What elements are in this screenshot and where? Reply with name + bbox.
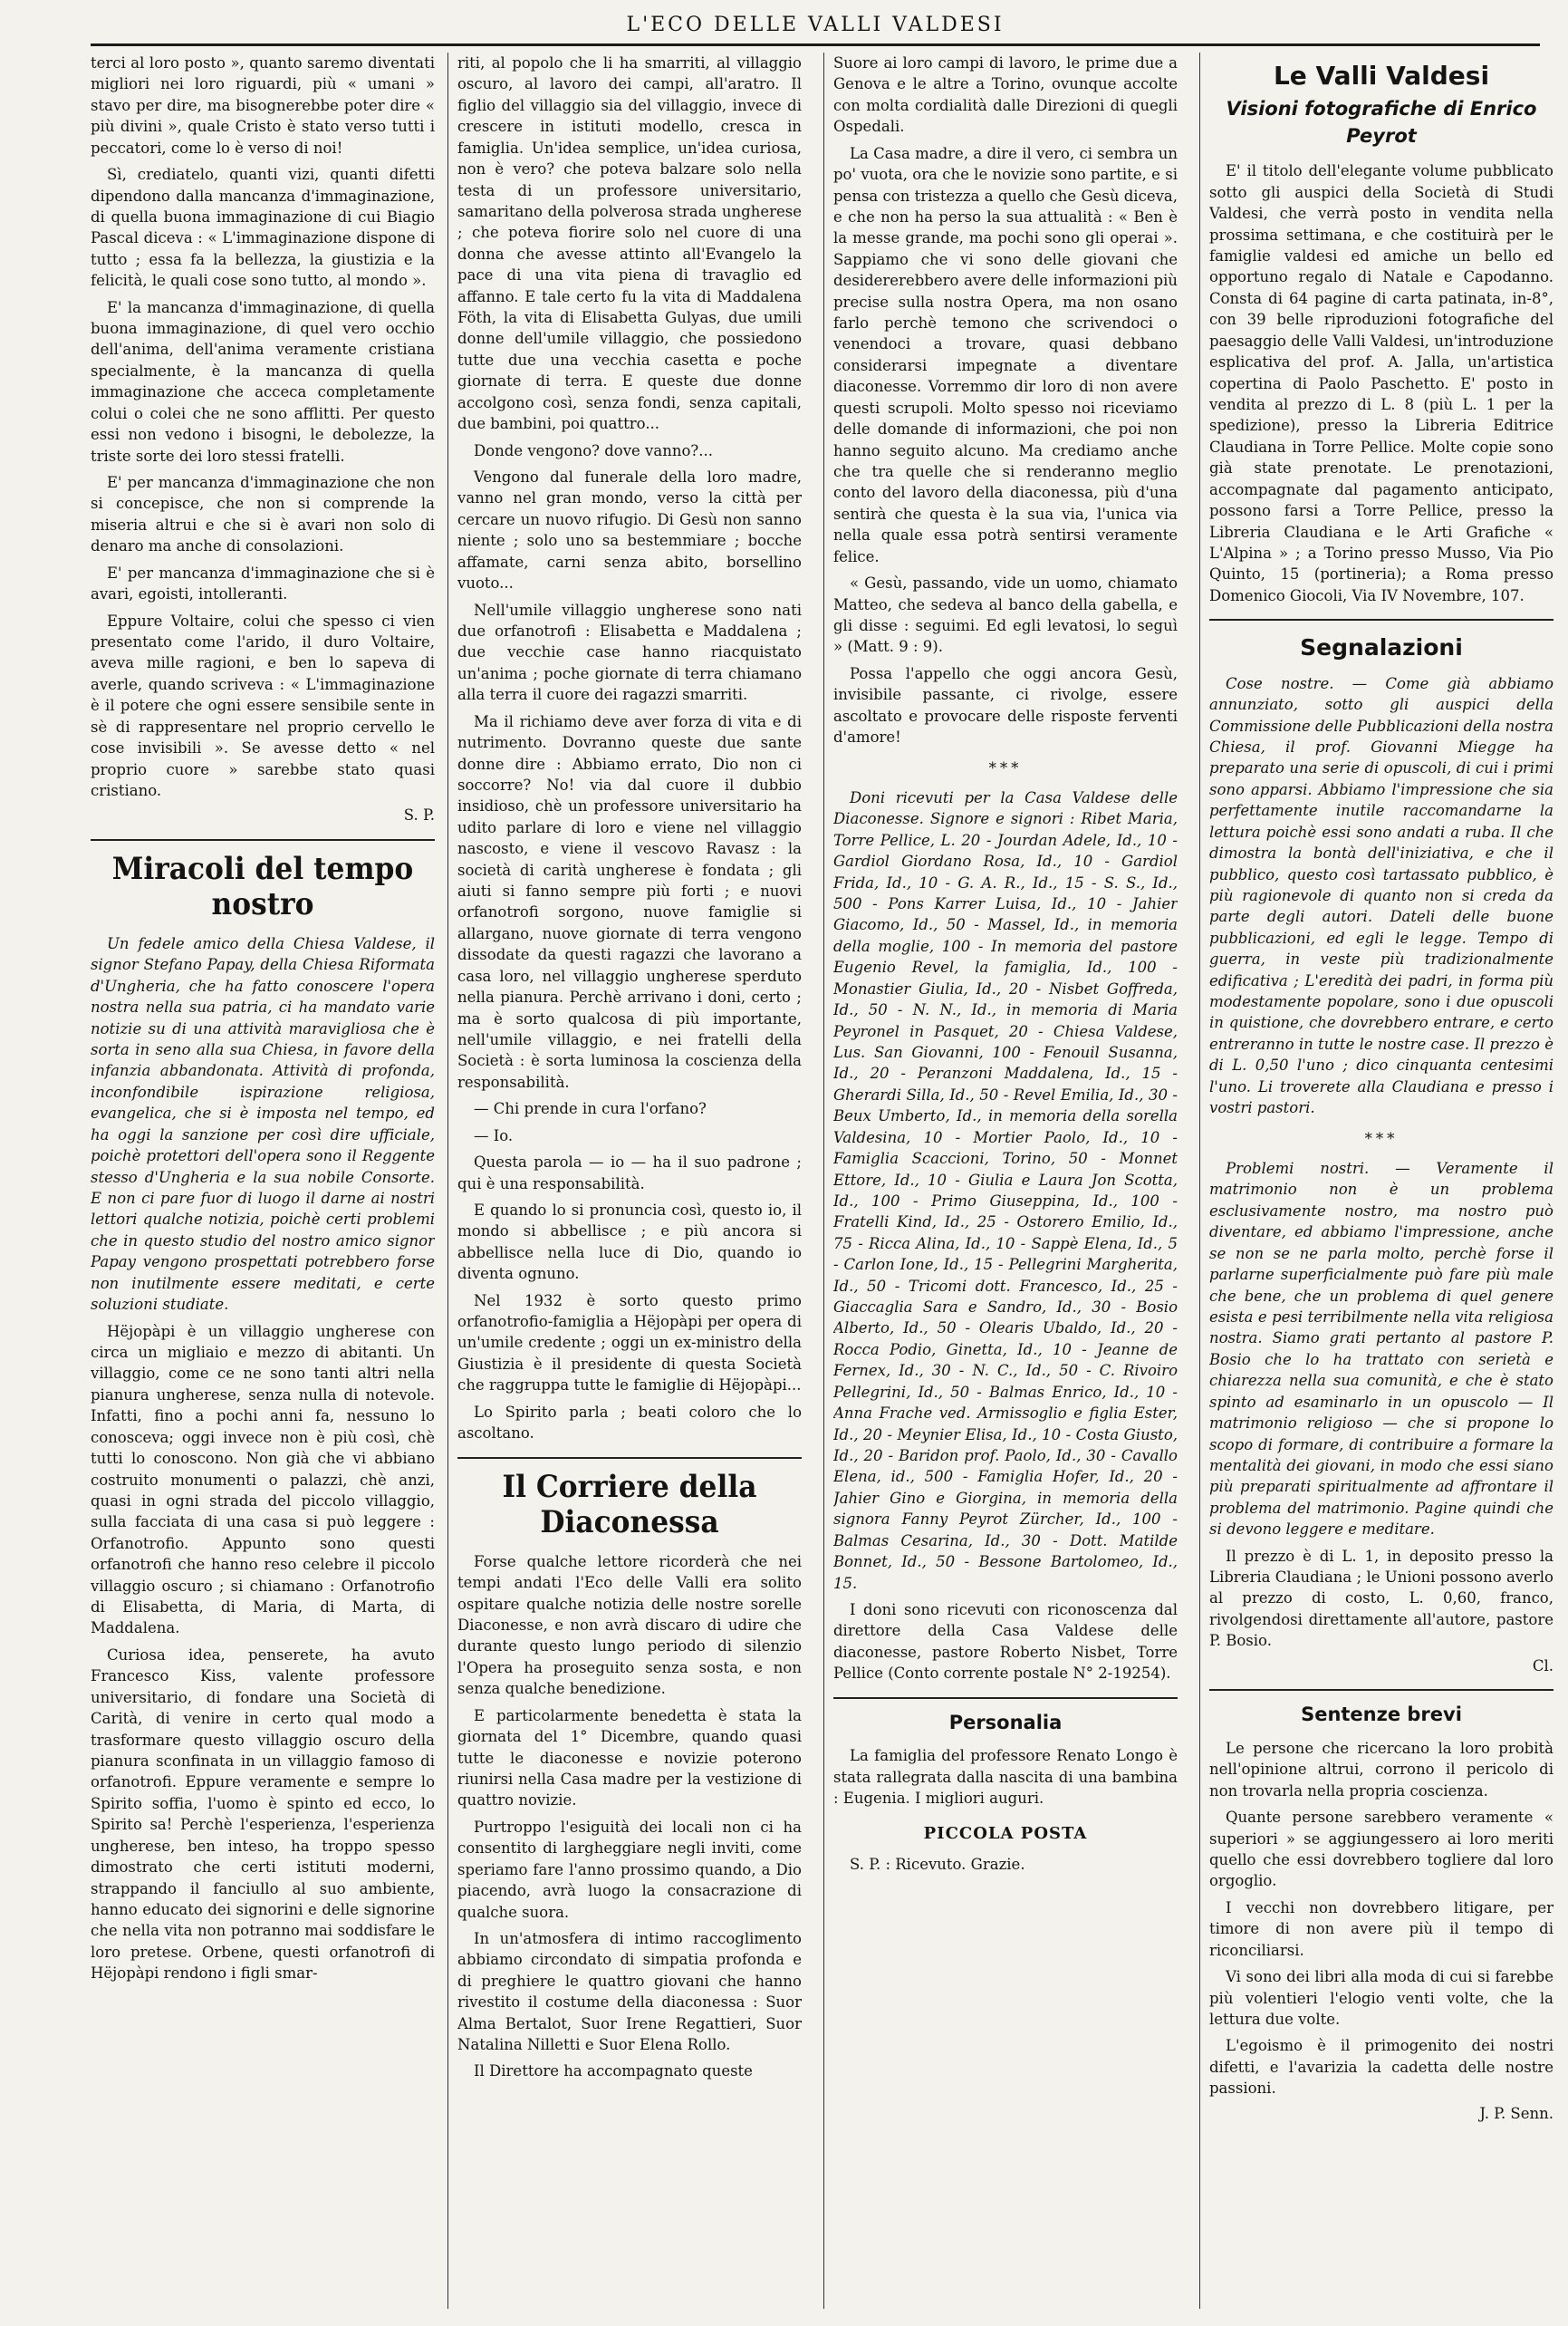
article-headline-valli: Le Valli Valdesi (1273, 61, 1490, 91)
column-rule (823, 53, 824, 2309)
signature: Cl. (1532, 1656, 1554, 1675)
divider (457, 1457, 802, 1459)
paragraph: La famiglia del professore Renato Longo è stata rallegrata dalla nascita di una bambina : Eugenia. I migliori auguri. (833, 1747, 1178, 1808)
paragraph: L'egoismo è il primogenito dei nostri difetti, e l'avarizia la cadetta delle nostre passioni. (1209, 2037, 1554, 2098)
paragraph: Suore ai loro campi di lavoro, le prime due a Genova e le altre a Torino, ovunque accolte con molta cordialità dalle Direzioni di quegli Ospedali. (833, 54, 1178, 136)
paragraph: Problemi nostri. — Veramente il matrimonio non è un problema esclusivamente nostro, ma nostro può diventare, ed abbiamo l'impressione, anche se non se ne parla molto, perchè forse il parlarne superficialmente può fare più male che bene, che un problema di quel genere esista e pesi terribilmente nella vita religiosa nostra. Siamo grati pertanto al pastore P. Bosio che lo ha trattato con serietà e chiarezza nella sua comunità, e che è stato spinto ad esaminarlo in un opuscolo — Il matrimonio religioso — che si propone lo scopo di formare, di contribuire a formare la mentalità dei giovani, in modo che essi siano più preparati spiritualmente ad affrontare il problema del matrimonio. Pagine quindi che si devono leggere e meditare. (1209, 1160, 1554, 1539)
column-1 (91, 53, 435, 2309)
paragraph: Sì, crediatelo, quanti vizi, quanti difetti dipendono dalla mancanza d'immaginazione, di quella buona immaginazione di cui Biagio Pascal diceva : « L'immaginazione dispone di tutto ; essa fa la bellezza, la giustizia e la felicità, le quali cose sono tutto, al mondo ». (91, 166, 435, 290)
paragraph: S. P. : Ricevuto. Grazie. (850, 1856, 1025, 1874)
paragraph: Possa l'appello che oggi ancora Gesù, invisibile passante, ci rivolge, essere ascoltato e provocare delle risposte ferventi d'amore! (833, 664, 1178, 747)
column-2 (457, 53, 802, 2309)
paragraph: Vengono dal funerale della loro madre, vanno nel gran mondo, verso la città per cercare un nuovo rifugio. Di Gesù non sanno niente ; solo uno sa bestemmiare ; bocche affamate, carni senza abito, borsellino vuoto... (457, 468, 802, 593)
paragraph: I vecchi non dovrebbero litigare, per timore di non avere più il tempo di riconciliarsi. (1209, 1898, 1554, 1959)
paragraph: — Io. (474, 1126, 514, 1144)
article-headline-miracoli: Miracoli del tempo nostro (111, 850, 414, 922)
paragraph: Ma il richiamo deve aver forza di vita e di nutrimento. Dovranno queste due sante donne dire : Abbiamo errato, Dio non ci soccorre? No! via dal cuore il dubbio insidioso, chè un professore universitario ha udito parlare di loro e viene nel villaggio nascosto, e viene il vescovo Ravasz : la società di carità ungherese è fondata ; gli aiuti si fanno sempre più forti ; e nuovi orfanotrofi sorgono, nuove famiglie si allargano, nuove giornate di terra vengono dissodate da questi ragazzi che lavorano a casa loro, nel villaggio ungherese sperduto nella pianura. Perchè arrivano i doni, certo ; ma è sorto qualcosa di più importante, nell'umile villaggio, e nei fratelli della Società : è sorta luminosa la coscienza della responsabilità. (457, 712, 802, 1091)
paragraph: — Chi prende in cura l'orfano? (474, 1100, 707, 1118)
donations-list: Doni ricevuti per la Casa Valdese delle Diaconesse. Signore e signori : Ribet Maria, Torre Pellice, L. 20 - Jourdan Adele, Id., 10 - Gardiol Giordano Rosa, Id., 10 - Gardiol Frida, Id., 10 - G. A. R., Id., 15 - S. S., Id., 500 - Pons Karrer Luisa, Id., 10 - Jahier Giacomo, Id., 50 - Massel, Id., in memoria della moglie, 100 - In memoria del pastore Eugenio Revel, la famiglia, Id., 100 - Monastier Giulia, Id., 20 - Nisbet Goffreda, Id., 50 - N. N., Id., in memoria di Maria Peyronel in Pasquet, 20 - Chiesa Valdese, Lus. San Giovanni, 100 - Fenouil Susanna, Id., 20 - Peranzoni Maddalena, Id., 15 - Gherardi Silla, Id., 50 - Revel Emilia, Id., 30 - Beux Umberto, Id., in memoria della sorella Valdesina, 10 - Mortier Paolo, Id., 10 - Famiglia Scaccioni, Torino, 50 - Monnet Ettore, Id., 10 - Giulia e Laura Jon Scotta, Id., 100 - Primo Giuseppina, Id., 100 - Fratelli Kind, Id., 25 - Ostorero Emilio, Id., 75 - Ricca Alina, Id., 10 - Sappè Elena, Id., 5 - Carlon Ione, Id., 15 - Pellegrini Margherita, Id., 50 - Tricomi dott. Francesco, Id., 25 - Giaccaglia Sara e Sandro, Id., 30 - Bosio Alberto, Id., 50 - Olearis Ubaldo, Id., 20 - Rocca Podio, Ginetta, Id., 10 - Jeanne de Fernex, Id., 30 - N. C., Id., 50 - C. Rivoiro Pellegrini, Id., 50 - Balmas Enrico, Id., 10 - Anna Frache ved. Armissoglio e figlia Ester, Id., 20 - Meynier Elisa, Id., 10 - Costa Giusto, Id., 20 - Baridon prof. Paolo, Id., 30 - Cavallo Elena, id., 500 - Famiglia Hofer, Id., 20 - Jahier Gino e Giorgina, in memoria della signora Fanny Peyrot Zürcher, Id., 100 - Balmas Cesarina, Id., 30 - Dott. Matilde Bonnet, Id., 50 - Bessone Bartolomeo, Id., 15. (833, 788, 1178, 1592)
article-intro: Un fedele amico della Chiesa Valdese, il signor Stefano Papay, della Chiesa Riformata d'Ungheria, che ha fatto conoscere l'opera nostra nella sua patria, ci ha mandato varie notizie su di una attività maravigliosa che è sorta in seno alla sua Chiesa, in favore della infanzia abbandonata. Attività di profonda, inconfondibile ispirazione religiosa, evangelica, che si è imposta nel tempo, ed ha oggi la sanzione per così dire ufficiale, poichè protettori dell'opera sono il Reggente stesso d'Ungheria e la sua nobile Consorte. E non ci pare fuor di luogo il darne ai nostri lettori qualche notizia, poichè certi problemi che in questo studio del nostro amico signor Papay vengono prospettati potrebbero forse non inutilmente essere meditati, e certe soluzioni studiate. (91, 934, 435, 1314)
column-rule (447, 53, 448, 2309)
paragraph: Eppure Voltaire, colui che spesso ci vien presentato come l'arido, il duro Voltaire, aveva mille ragioni, e ben lo sapeva di averle, quando scriveva : « L'immaginazione è il potere che ogni essere sensibile sente in sè di rappresentare nel proprio cervello le cose invisibili ». Se avesse detto « nel proprio cuore » sarebbe stato quasi cristiano. (91, 612, 435, 799)
paragraph: Il Direttore ha accompagnato queste (474, 2062, 753, 2080)
paragraph: Questa parola — io — ha il suo padrone ; qui è una responsabilità. (457, 1153, 802, 1192)
paragraph: terci al loro posto », quanto saremo diventati migliori nei loro riguardi, più « umani » stavo per dire, ma bisognerebbe poter dire « più divini », quale Cristo è stato verso tutti i peccatori, come lo è verso di noi! (91, 54, 435, 157)
section-title-segnalazioni: Segnalazioni (1300, 634, 1463, 661)
paragraph: La Casa madre, a dire il vero, ci sembra un po' vuota, ora che le novizie sono partite, e si pensa con tristezza a quello che Gesù diceva, e che non ha perso la sua attualità : « Ben è la messe grande, ma pochi sono gli operai ». Sappiamo che vi sono delle giovani che desidererebbero avere delle informazioni più precise sulla nostra Opera, ma non osano farlo perchè temono che scrivendoci o venendoci a trovare, quasi debbano considerarsi impegnate a diventare diaconesse. Vorremmo dir loro di non avere questi scrupoli. Molto spesso noi riceviamo delle domande di informazioni, che poi non hanno seguito alcuno. Ma crediamo anche che tra quelle che si renderanno meglio conto del lavoro della diaconessa, più d'una sentirà che questa è la sua via, l'unica via nella quale essa potrà sentirsi veramente felice. (833, 144, 1178, 565)
paragraph: riti, al popolo che li ha smarriti, al villaggio oscuro, al lavoro dei campi, all'aratro. Il figlio del villaggio sia del villaggio, invece di crescere in istituti modello, cresca in famiglia. Un'idea semplice, un'idea curiosa, non è vero? che poteva balzare solo nella testa di un professore universitario, samaritano della polverosa strada ungherese ; che poteva fiorire solo nel cuore di una donna che avesse attinto all'Evangelo la pace di una vita piena di travaglio ed affanno. E tale certo fu la vita di Maddalena Föth, la vita di Elisabetta Gulyas, due umili donne dell'umile villaggio, che possiedono tutte due una vecchia casetta e poche giornate di terra. E queste due donne accolgono così, senza fondi, senza capitali, due bambini, poi quattro... (457, 54, 802, 433)
divider (833, 1697, 1178, 1699)
paragraph: Purtroppo l'esiguità dei locali non ci ha consentito di largheggiare negli inviti, come speriamo fare l'anno prossimo quando, a Dio piacendo, avrà luogo la consacrazione di qualche suora. (457, 1818, 802, 1921)
divider (1209, 619, 1554, 621)
paragraph: Le persone che ricercano la loro probità nell'opinione altrui, corrono il pericolo di non trovarla nella propria coscienza. (1209, 1739, 1554, 1800)
paragraph: Quante persone sarebbero veramente « superiori » se aggiungessero ai loro meriti quello che essi dovrebbero togliere dal loro orgoglio. (1209, 1809, 1554, 1890)
paragraph: E' per mancanza d'immaginazione che si è avari, egoisti, intolleranti. (91, 564, 435, 603)
signature: S. P. (403, 806, 435, 825)
paragraph: Hëjopàpi è un villaggio ungherese con circa un migliaio e mezzo di abitanti. Un villaggio, come ce ne sono tanti altri nella pianura ungherese, senza nulla di notevole. Infatti, fino a pochi anni fa, nessuno lo conosceva; oggi invece non è più così, chè tutti lo conoscono. Non già che vi abbiano costruito monumenti o palazzi, chè anzi, quasi in ogni strada del piccolo villaggio, sulla facciata di una casa si può leggere : Orfanotrofio. Appunto sono questi orfanotrofi che hanno reso celebre il piccolo villaggio oscuro ; si chiamano : Orfanotrofio di Elisabetta, di Maria, di Marta, di Maddalena. (91, 1322, 435, 1637)
paragraph: Donde vengono? dove vanno?... (474, 441, 713, 459)
paragraph: E' la mancanza d'immaginazione, di quella buona immaginazione, di quel vero occhio dell'anima, dell'anima veramente cristiana specialmente, è la mancanza di quella immaginazione che acceca completamente colui o colei che ne sono afflitti. Per questo essi non vedono i bisogni, le debolezze, la triste sorte dei loro stessi fratelli. (91, 298, 435, 465)
paragraph: In un'atmosfera di intimo raccoglimento abbiamo circondato di simpatia profonda e di preghiere le quattro giovani che hanno rivestito il costume della diaconessa : Suor Alma Bertalot, Suor Irene Regattieri, Suor Natalina Nilletti e Suor Elena Rollo. (457, 1929, 802, 2054)
paragraph: « Gesù, passando, vide un uomo, chiamato Matteo, che sedeva al banco della gabella, e gli disse : seguimi. Ed egli levatosi, lo seguì » (Matt. 9 : 9). (833, 574, 1178, 656)
section-title-sentenze: Sentenze brevi (1301, 1703, 1462, 1726)
section-stars: *** (988, 758, 1023, 777)
column-4 (1209, 53, 1554, 2309)
paragraph: Cose nostre. — Come già abbiamo annunziato, sotto gli auspici della Commissione delle Pubblicazioni della nostra Chiesa, il prof. Giovanni Miegge ha preparato una serie di opuscoli, di cui i primi sono apparsi. Abbiamo l'impressione che sia perfettamente inutile raccomandarne la lettura poichè essi sono andati a ruba. Il che dimostra la bontà dell'iniziativa, e che il pubblico, questo così tartassato pubblico, è più ragionevole di quanto non si creda da parte degli autori. Dateli delle buone pubblicazioni, ed egli le legge. Tempo di guerra, in veste più tradizionalmente edificativa ; L'eredità dei padri, in forma più modestamente popolare, sono i due opuscoli in quistione, che dovrebbero entrare, e certo entreranno in tutte le nostre case. Il prezzo è di L. 0,50 l'uno ; dico cinquanta centesimi l'uno. Li troverete alla Claudiana e presso i vostri pastori. (1209, 674, 1554, 1117)
column-3 (833, 53, 1178, 2309)
signature: J. P. Senn. (1479, 2104, 1554, 2122)
column-rule (1199, 53, 1200, 2309)
paragraph: Nel 1932 è sorto questo primo orfanotrofio-famiglia a Hëjopàpi per opera di un'umile credente ; oggi un ex-ministro della Giustizia è il presidente di questa Società che raggruppa tutte le famiglie di Hëjopàpi... (457, 1291, 802, 1395)
section-stars: *** (1364, 1129, 1399, 1147)
divider (91, 839, 435, 841)
section-title-personalia: Personalia (948, 1711, 1063, 1733)
paragraph: Nell'umile villaggio ungherese sono nati due orfanotrofi : Elisabetta e Maddalena ; due vecchie case hanno riacquistato un'anima ; poche giornate di terra chiamano alla terra il cuore dei ragazzi smarriti. (457, 601, 802, 704)
paragraph: I doni sono ricevuti con riconoscenza dal direttore della Casa Valdese delle diaconesse, pastore Roberto Nisbet, Torre Pellice (Conto corrente postale N° 2-19254). (833, 1600, 1178, 1683)
paragraph: E' per mancanza d'immaginazione che non si concepisce, che non si comprende la miseria altrui e che si è avari non solo di denaro ma anche di consolazioni. (91, 474, 435, 555)
article-headline-corriere: Il Corriere della Diaconessa (502, 1468, 757, 1540)
paragraph: E' il titolo dell'elegante volume pubblicato sotto gli auspici della Società di Studi Valdesi, che verrà posto in vendita nella prossima settimana, e che costituirà per le famiglie valdesi ed amiche un bello ed opportuno regalo di Natale e Capodanno. Consta di 64 pagine di carta patinata, in-8°, con 39 belle riproduzioni fotografiche del paesaggio delle Valli Valdesi, un'introduzione esplicativa del prof. A. Jalla, un'artistica copertina di Paolo Paschetto. E' posto in vendita al prezzo di L. 8 (più L. 1 per la spedizione), presso la Libreria Editrice Claudiana in Torre Pellice. Molte copie sono già state prenotate. Le prenotazioni, accompagnate dal pagamento anticipato, possono farsi a Torre Pellice, presso la Libreria Claudiana e le Arti Grafiche « L'Alpina » ; a Torino presso Musso, Via Pio Quinto, 15 (portineria); a Roma presso Domenico Giocoli, Via IV Novembre, 107. (1209, 162, 1554, 604)
paragraph: Vi sono dei libri alla moda di cui si farebbe più volentieri l'elogio venti volte, che la lettura due volte. (1209, 1968, 1554, 2029)
paragraph: Forse qualche lettore ricorderà che nei tempi andati l'Eco delle Valli era solito ospitare qualche notizia delle nostre sorelle Diaconesse, e non avrà discaro di udire che durante questo lungo periodo di silenzio l'Opera ha proseguito senza sosta, e non senza qualche benedizione. (457, 1552, 802, 1698)
paragraph: E quando lo si pronuncia così, questo io, il mondo si abbellisce ; e più ancora si abbellisce nella luce di Dio, quando io diventa ognuno. (457, 1201, 802, 1283)
paragraph: Il prezzo è di L. 1, in deposito presso la Libreria Claudiana ; le Unioni possono averlo al prezzo di costo, L. 0,60, franco, rivolgendosi direttamente all'autore, pastore P. Bosio. (1209, 1547, 1554, 1650)
divider (1209, 1689, 1554, 1691)
paragraph: Curiosa idea, penserete, ha avuto Francesco Kiss, valente professore universitario, di fondare una Società di Carità, di venire in certo qual modo a trasformare questo villaggio oscuro della pianura sconfinata in un villaggio famoso di orfanotrofi. Eppure veramente e sempre lo Spirito soffia, l'uomo è spinto ed ecco, lo Spirito sa! Perchè l'esperienza, l'esperienza ungherese, ben inteso, ha troppo spesso dimostrato che certi istituti moderni, strappando il fanciullo al suo ambiente, hanno educato dei signorini e delle signorine che nella vita non potranno mai soddisfare le loro pretese. Orbene, questi orfanotrofi di Hëjopàpi rendono i figli smar- (91, 1646, 435, 1983)
article-subhead: Visioni fotografiche di Enrico Peyrot (1226, 97, 1537, 147)
paragraph: Lo Spirito parla ; beati coloro che lo ascoltano. (457, 1403, 802, 1443)
paragraph: E particolarmente benedetta è stata la giornata del 1° Dicembre, quando quasi tutte le diaconesse e novizie poterono riunirsi nella Casa madre per la vestizione di quattro novizie. (457, 1706, 802, 1810)
masthead: L'ECO DELLE VALLI VALDESI (91, 7, 1540, 46)
section-title-piccola-posta: PICCOLA POSTA (923, 1823, 1088, 1843)
